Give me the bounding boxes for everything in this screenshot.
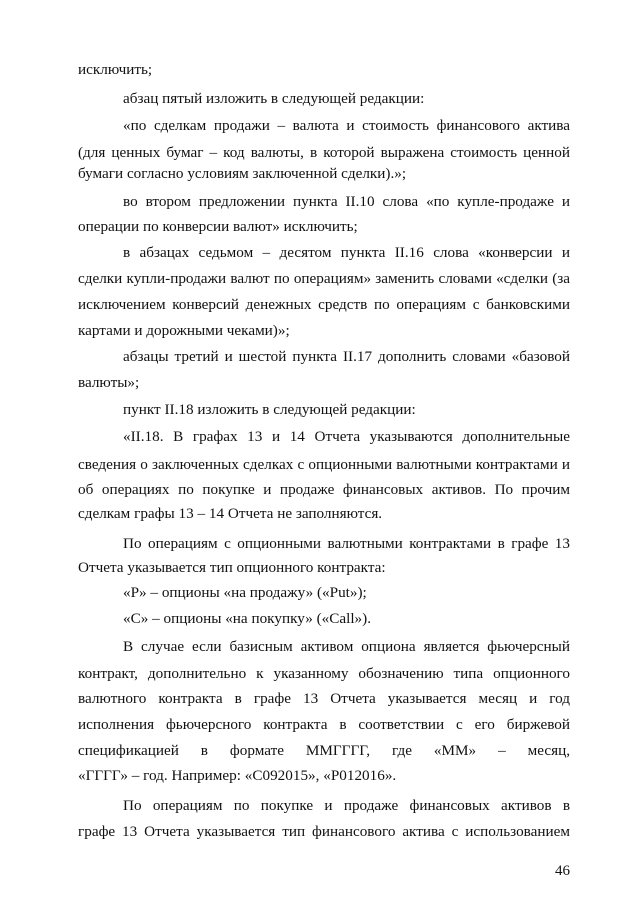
text-line: «по сделкам продажи – валюта и стоимость финансового актива — [123, 117, 570, 134]
text-line: (для ценных бумаг – код валюты, в которой выражена стоимость ценной — [78, 144, 570, 161]
text-line: контракт, дополнительно к указанному обозначению типа опционного — [78, 665, 570, 682]
text-line: об операциях по покупке и продаже финансовых активов. По прочим — [78, 481, 570, 498]
text-line: По операциям с опционными валютными контрактами в графе 13 — [123, 535, 570, 552]
text-line: исключением конверсий денежных средств по операциям с банковскими — [78, 296, 570, 313]
text-line: бумаги согласно условиям заключенной сделки).»; — [78, 165, 407, 182]
text-line: «P» – опционы «на продажу» («Put»); — [123, 584, 367, 601]
text-line: Отчета указывается тип опционного контракта: — [78, 559, 386, 576]
text-line: сделкам графы 13 – 14 Отчета не заполняются. — [78, 505, 383, 522]
page-number: 46 — [555, 863, 570, 879]
text-line: валюты»; — [78, 374, 140, 391]
text-line: «II.18. В графах 13 и 14 Отчета указываются дополнительные — [123, 428, 570, 445]
text-line: спецификацией в формате ММГГГГ, где «ММ» – месяц, — [78, 742, 570, 759]
text-line: «ГГГГ» – год. Например: «C092015», «P012016». — [78, 767, 397, 784]
text-line: «C» – опционы «на покупку» («Call»). — [123, 610, 372, 627]
text-line: абзацы третий и шестой пункта II.17 дополнить словами «базовой — [123, 348, 570, 365]
text-line: в абзацах седьмом – десятом пункта II.16 слова «конверсии и — [123, 244, 570, 261]
text-line: По операциям по покупке и продаже финансовых активов в — [123, 797, 570, 814]
text-line: валютного контракта в графе 13 Отчета указывается месяц и год — [78, 690, 570, 707]
text-line: В случае если базисным активом опциона является фьючерсный — [123, 638, 570, 655]
text-line: исключить; — [78, 61, 153, 78]
text-line: пункт II.18 изложить в следующей редакции: — [123, 401, 416, 418]
text-line: операции по конверсии валют» исключить; — [78, 218, 358, 235]
text-line: во втором предложении пункта II.10 слова «по купле-продаже и — [123, 193, 570, 210]
text-line: исполнения фьючерсного контракта в соответствии с его биржевой — [78, 716, 570, 733]
text-line: сделки купли-продажи валют по операциям» заменить словами «сделки (за — [78, 270, 570, 287]
text-line: абзац пятый изложить в следующей редакции: — [123, 90, 425, 107]
text-line: сведения о заключенных сделках с опционными валютными контрактами и — [78, 456, 570, 473]
text-line: графе 13 Отчета указывается тип финансового актива с использованием — [78, 823, 570, 840]
text-line: картами и дорожными чеками)»; — [78, 322, 290, 339]
